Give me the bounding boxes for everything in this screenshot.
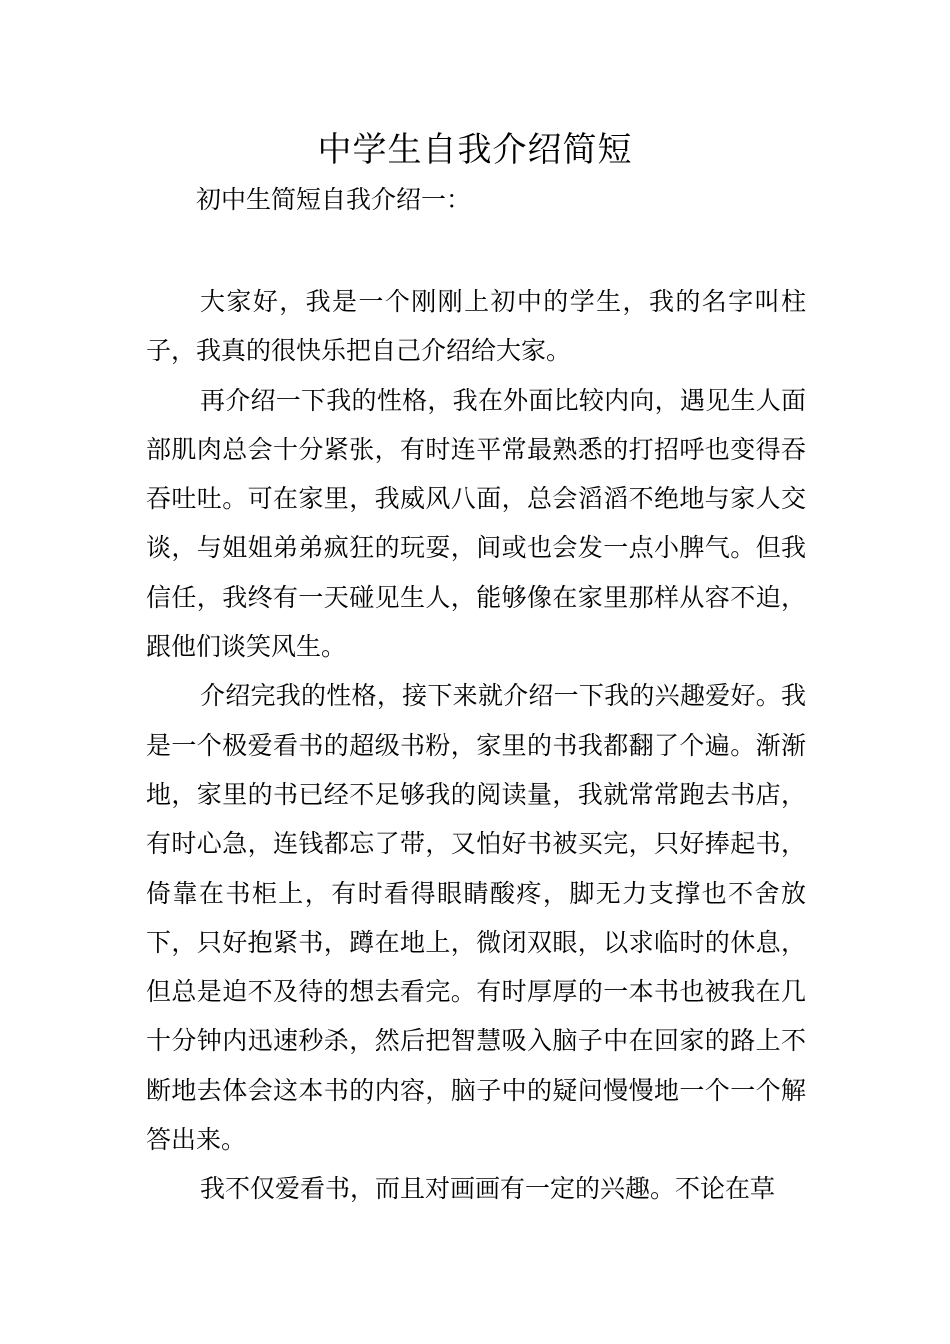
document-body xyxy=(146,277,806,1214)
paragraph-greeting: 大家好，我是一个刚刚上初中的学生，我的名字叫柱子，我真的很快乐把自己介绍给大家。 xyxy=(146,287,806,366)
paragraph-hobbies: 介绍完我的性格，接下来就介绍一下我的兴趣爱好。我是一个极爱看书的超级书粉，家里的书我都翻了个遍。渐渐地，家里的书已经不足够我的阅读量，我就常常跑去书店，有时心急，连钱都忘了带，又怕好书被买完，只好捧起书，倚靠在书柜上，有时看得眼睛酸疼，脚无力支撑也不舍放下，只好抱紧书，蹲在地上，微闭双眼，以求临时的休息，但总是迫不及待的想去看完。有时厚厚的一本书也被我在几十分钟内迅速秒杀，然后把智慧吸入脑子中在回家的路上不断地去体会这本书的内容，脑子中的疑问慢慢地一个一个解答出来。 xyxy=(146,681,806,1155)
page-title: 中学生自我介绍简短 xyxy=(317,130,633,170)
section-heading: 初中生简短自我介绍一： xyxy=(196,185,472,214)
paragraph-personality: 再介绍一下我的性格，我在外面比较内向，遇见生人面部肌肉总会十分紧张，有时连平常最熟悉的打招呼也变得吞吞吐吐。可在家里，我威风八面，总会滔滔不绝地与家人交谈，与姐姐弟弟疯狂的玩耍，间或也会发一点小脾气。但我信任，我终有一天碰见生人，能够像在家里那样从容不迫，跟他们谈笑风生。 xyxy=(146,385,806,662)
paragraph-drawing: 我不仅爱看书，而且对画画有一定的兴趣。不论在草 xyxy=(200,1174,776,1204)
